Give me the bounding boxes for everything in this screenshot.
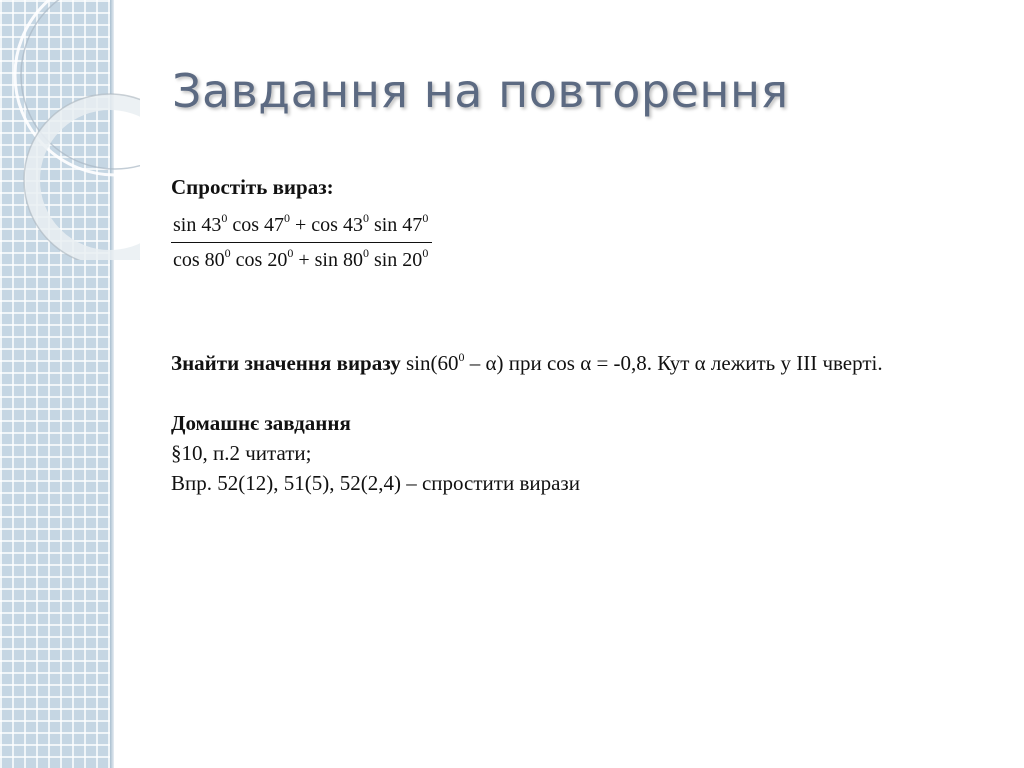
slide-title: Завдання на повторення bbox=[172, 64, 789, 118]
task2-label: Знайти значення виразу bbox=[171, 351, 401, 375]
fraction-numerator: $\sin 43^0$ $\cos 47^0 + \cos 43^0$ $\sin 47^0$ bbox=[171, 212, 432, 243]
slide-content bbox=[171, 172, 971, 498]
decorative-rings bbox=[0, 0, 140, 260]
homework-line-1: §10, п.2 читати; bbox=[171, 441, 312, 465]
task1-label: Спростіть вираз: bbox=[171, 175, 334, 199]
task2-expr-start: sin(60 bbox=[400, 351, 459, 375]
fraction-denominator: $\cos 80^0$ $\cos 20^0 + \sin 80^0$ $\sin 20^0$ bbox=[173, 246, 429, 271]
homework-line-2: Впр. 52(12), 51(5), 52(2,4) – спростити вирази bbox=[171, 471, 580, 495]
fraction bbox=[171, 212, 432, 273]
fraction-formula bbox=[171, 212, 971, 274]
task2-expr-end: – α) при cos α = -0,8. Кут α лежить у ІІІ чверті. bbox=[464, 351, 883, 375]
task2-expr-sup: 0 bbox=[458, 350, 465, 364]
task2-paragraph bbox=[171, 348, 971, 378]
homework-heading: Домашнє завдання bbox=[171, 411, 351, 435]
